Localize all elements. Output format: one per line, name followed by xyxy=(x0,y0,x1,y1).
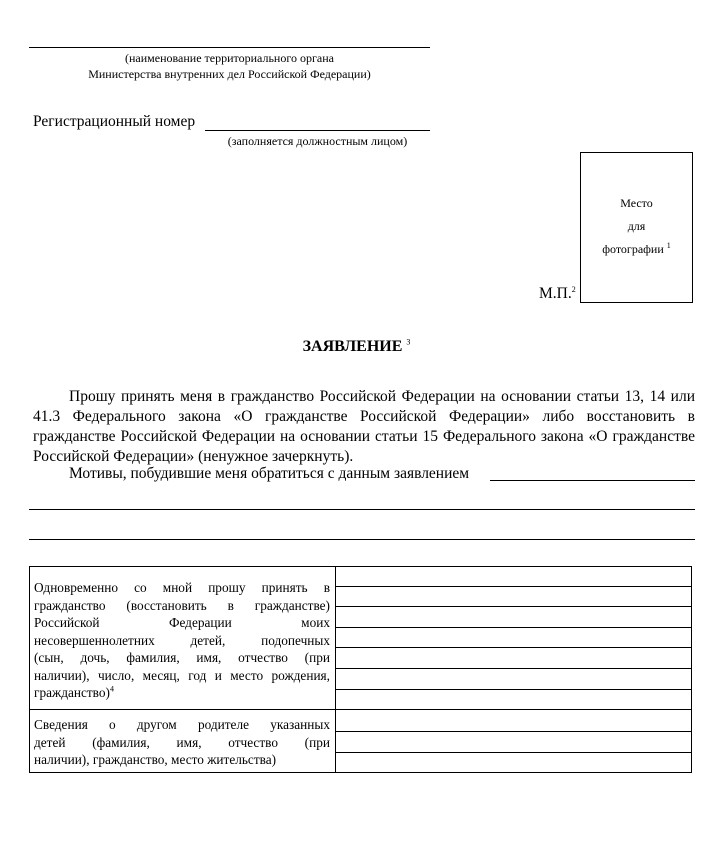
motives-label: Мотивы, побудившие меня обратиться с данным заявлением xyxy=(69,465,470,482)
photo-placeholder-text: фотографии xyxy=(602,242,664,256)
children-cell-label xyxy=(34,579,330,702)
footnote-4: 4 xyxy=(109,684,114,694)
table-row-divider xyxy=(29,709,692,710)
stamp-label: М.П. xyxy=(539,285,572,302)
application-paragraph: Прошу принять меня в гражданство Российской Федерации на основании статьи 13, 14 или 41.3 Федерального закона «О гражданстве Российской Федерации» либо восстановить в гражданстве Российской Федерации на основании статьи 15 Федерального закона «О гражданстве Российской Федерации» (ненужное зачеркнуть). xyxy=(33,388,695,465)
authority-caption-line-2: Министерства внутренних дел Российской Федерации) xyxy=(88,67,371,81)
table-column-divider xyxy=(335,566,336,773)
children-label-line: (сын, дочь, фамилия, имя, отчество (при xyxy=(34,650,330,665)
children-label-line-text: гражданство) xyxy=(34,685,110,700)
photo-placeholder xyxy=(580,152,693,303)
children-entry-line-6[interactable] xyxy=(335,689,692,690)
motives-field-line-1[interactable] xyxy=(490,480,695,481)
children-label-line: Российской Федерации моих xyxy=(34,615,330,630)
document-title xyxy=(0,337,713,357)
children-label-line: наличии), число, месяц, год и место рождения, xyxy=(34,667,330,683)
other-parent-label-line: наличии), гражданство, место жительства) xyxy=(34,752,277,767)
motives-field-line-3[interactable] xyxy=(29,539,695,540)
registration-number-caption: (заполняется должностным лицом) xyxy=(227,134,408,148)
authority-caption-line-1: (наименование территориального органа xyxy=(125,51,334,65)
motives-field-line-2[interactable] xyxy=(29,509,695,510)
footnote-3: 3 xyxy=(406,337,411,347)
authority-name-line[interactable] xyxy=(29,47,430,48)
children-label-line: гражданство (восстановить в гражданстве) xyxy=(34,597,330,613)
children-entry-line-2[interactable] xyxy=(335,606,692,607)
footnote-2: 2 xyxy=(571,284,576,294)
photo-placeholder-line-3 xyxy=(581,242,692,256)
children-entry-line-3[interactable] xyxy=(335,627,692,628)
footnote-1: 1 xyxy=(666,241,671,250)
children-label-line-last xyxy=(34,684,330,702)
stamp-mark xyxy=(539,285,576,303)
children-label-line: Одновременно со мной прошу принять в xyxy=(34,580,330,595)
other-parent-label-line: детей (фамилия, имя, отчество (при xyxy=(34,734,330,750)
other-parent-entry-line-1[interactable] xyxy=(335,731,692,732)
registration-number-label: Регистрационный номер xyxy=(33,113,196,130)
other-parent-entry-line-2[interactable] xyxy=(335,752,692,753)
other-parent-cell-label xyxy=(34,716,330,769)
children-entry-line-4[interactable] xyxy=(335,647,692,648)
children-entry-line-5[interactable] xyxy=(335,668,692,669)
photo-placeholder-line-1: Место xyxy=(620,196,653,210)
photo-placeholder-line-2: для xyxy=(627,219,646,233)
other-parent-label-line: Сведения о другом родителе указанных xyxy=(34,717,330,732)
document-title-text: ЗАЯВЛЕНИЕ xyxy=(302,338,403,355)
children-label-line: несовершеннолетних детей, подопечных xyxy=(34,632,330,648)
registration-number-field[interactable] xyxy=(205,130,430,131)
children-entry-line-1[interactable] xyxy=(335,586,692,587)
authority-name-caption xyxy=(29,50,430,82)
